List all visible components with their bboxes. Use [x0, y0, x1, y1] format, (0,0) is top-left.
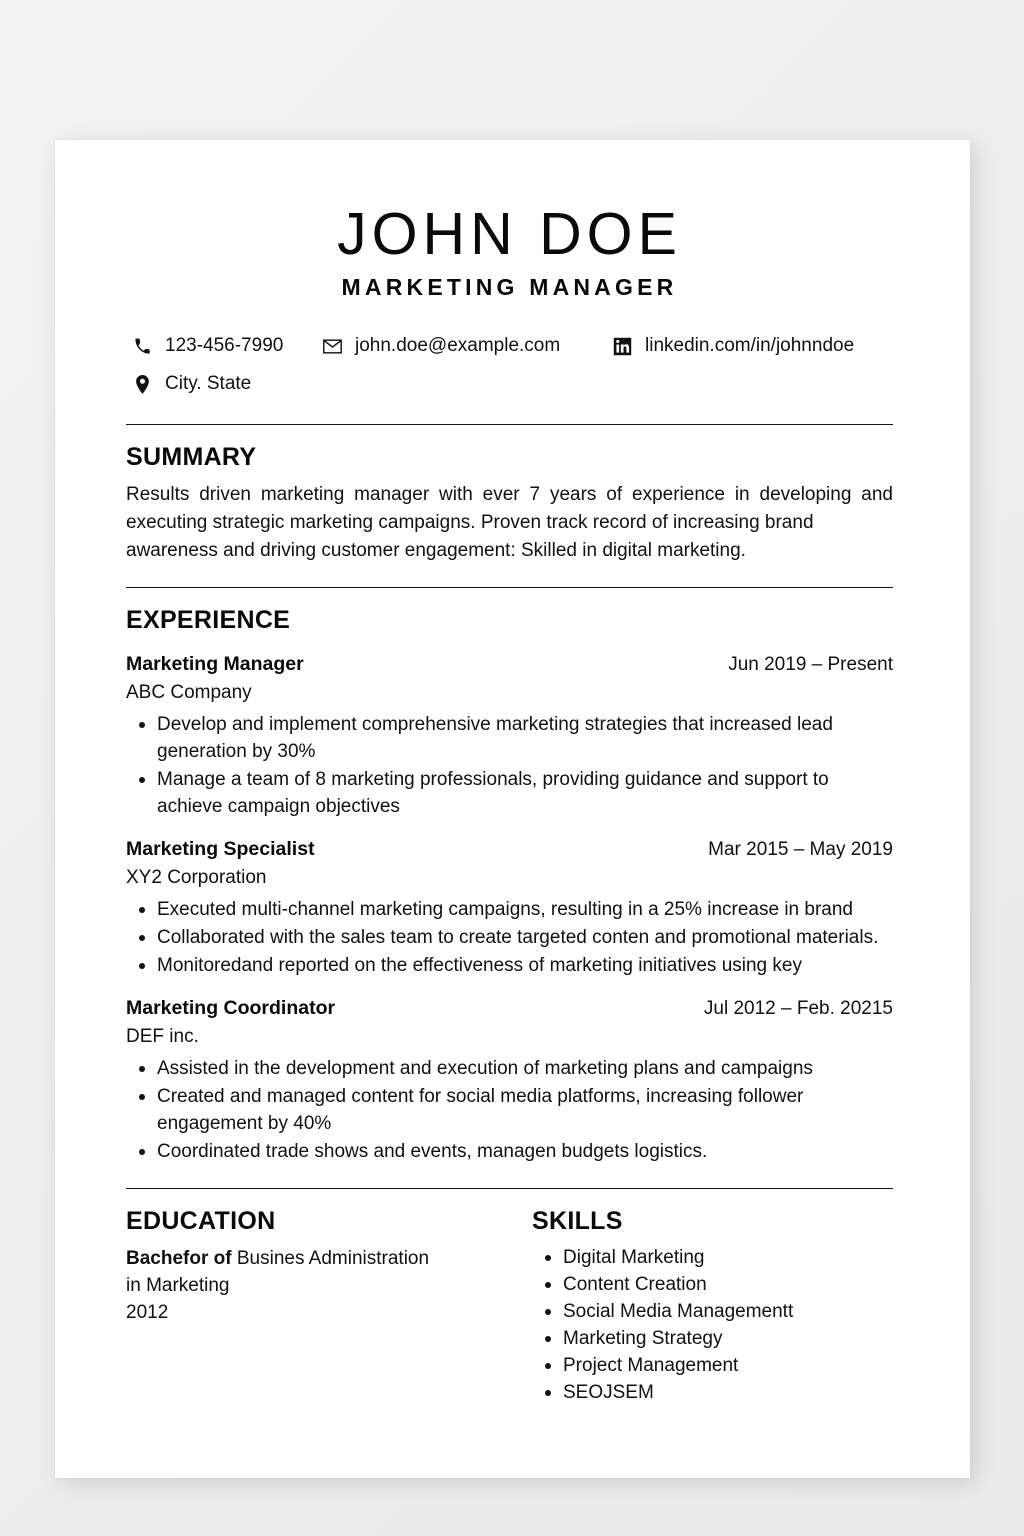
- contact-linkedin[interactable]: [612, 335, 854, 357]
- job-dates: Mar 2015 – May 2019: [708, 839, 893, 860]
- divider-above-summary: [126, 424, 893, 425]
- education-degree-bold: Bachefor of: [126, 1248, 237, 1269]
- experience-entry-header: [126, 836, 893, 863]
- job-dates: Jul 2012 – Feb. 20215: [703, 998, 893, 1019]
- skill-item: Social Media Managementt: [532, 1298, 893, 1325]
- job-bullet: Executed multi-channel marketing campaigns, resulting in a 25% increase in brand: [126, 896, 893, 923]
- envelope-icon: [322, 336, 342, 356]
- education-field: in Marketing: [126, 1275, 230, 1296]
- contact-email-text: john.doe@example.com: [355, 335, 561, 356]
- skill-item: Project Management: [532, 1352, 893, 1379]
- education-year: 2012: [126, 1302, 169, 1323]
- job-bullet: Develop and implement comprehensive marketing strategies that increased lead generation by 30%: [126, 711, 893, 765]
- contact-row-primary: [132, 331, 893, 361]
- contact-row-location: [132, 369, 893, 399]
- contact-block: [132, 331, 893, 399]
- contact-email[interactable]: [322, 335, 612, 357]
- experience-entry: [126, 651, 893, 820]
- section-heading-skills: SKILLS: [532, 1207, 623, 1235]
- education-degree-rest: Busines Administration: [236, 1248, 430, 1269]
- skill-item: SEOJSEM: [532, 1379, 893, 1406]
- job-title: Marketing Specialist: [126, 838, 315, 860]
- skill-item: Content Creation: [532, 1271, 893, 1298]
- resume-content: [126, 140, 893, 1406]
- job-organization: XY2 Corporation: [126, 867, 267, 888]
- contact-location: [132, 373, 322, 395]
- education-degree: [126, 1245, 532, 1272]
- section-heading-experience: EXPERIENCE: [126, 606, 291, 634]
- job-bullet: Collaborated with the sales team to create targeted conten and promotional materials.: [126, 924, 893, 951]
- skills-column: [532, 1189, 893, 1406]
- job-bullet-list: [126, 1055, 893, 1165]
- bottom-columns: [126, 1189, 893, 1406]
- phone-icon: [132, 336, 152, 356]
- divider-above-experience: [126, 587, 893, 588]
- experience-entry: [126, 836, 893, 979]
- skill-item: Digital Marketing: [532, 1244, 893, 1271]
- experience-entry-header: [126, 651, 893, 678]
- page-title: JOHN DOE: [337, 201, 682, 267]
- contact-phone[interactable]: [132, 335, 322, 357]
- job-bullet-list: [126, 896, 893, 979]
- summary-text-justified: Results driven marketing manager with ever 7 years of experience in developing and executing strategic marketing campaigns. Proven track record of increasing brand: [126, 484, 893, 533]
- job-organization: ABC Company: [126, 682, 252, 703]
- summary-paragraph: [126, 481, 893, 565]
- job-organization: DEF inc.: [126, 1026, 199, 1047]
- skills-list: [532, 1244, 893, 1406]
- job-bullet: Monitoredand reported on the effectiveness of marketing initiatives using key: [126, 952, 893, 979]
- contact-linkedin-text: linkedin.com/in/johnndoe: [645, 335, 855, 356]
- section-heading-summary: SUMMARY: [126, 443, 257, 471]
- summary-text-last-line: awareness and driving customer engagement: Skilled in digital marketing.: [126, 540, 746, 561]
- experience-entry-header: [126, 995, 893, 1022]
- contact-location-text: City. State: [165, 373, 252, 394]
- linkedin-icon: [612, 336, 632, 356]
- job-role-subtitle: MARKETING MANAGER: [341, 274, 678, 300]
- section-heading-education: EDUCATION: [126, 1207, 276, 1235]
- job-bullet: Coordinated trade shows and events, managen budgets logistics.: [126, 1138, 893, 1165]
- job-bullet: Created and managed content for social media platforms, increasing follower engagement by 40%: [126, 1083, 893, 1137]
- job-bullet: Assisted in the development and execution of marketing plans and campaigns: [126, 1055, 893, 1082]
- job-bullet-list: [126, 711, 893, 820]
- job-title: Marketing Coordinator: [126, 997, 336, 1019]
- experience-entry: [126, 995, 893, 1165]
- education-column: [126, 1189, 532, 1406]
- job-title: Marketing Manager: [126, 653, 304, 675]
- job-dates: Jun 2019 – Present: [728, 654, 893, 675]
- resume-page: [55, 140, 970, 1478]
- contact-phone-text: 123-456-7990: [165, 335, 284, 356]
- skill-item: Marketing Strategy: [532, 1325, 893, 1352]
- job-bullet: Manage a team of 8 marketing professionals, providing guidance and support to achieve campaign objectives: [126, 766, 893, 820]
- map-pin-icon: [132, 374, 152, 394]
